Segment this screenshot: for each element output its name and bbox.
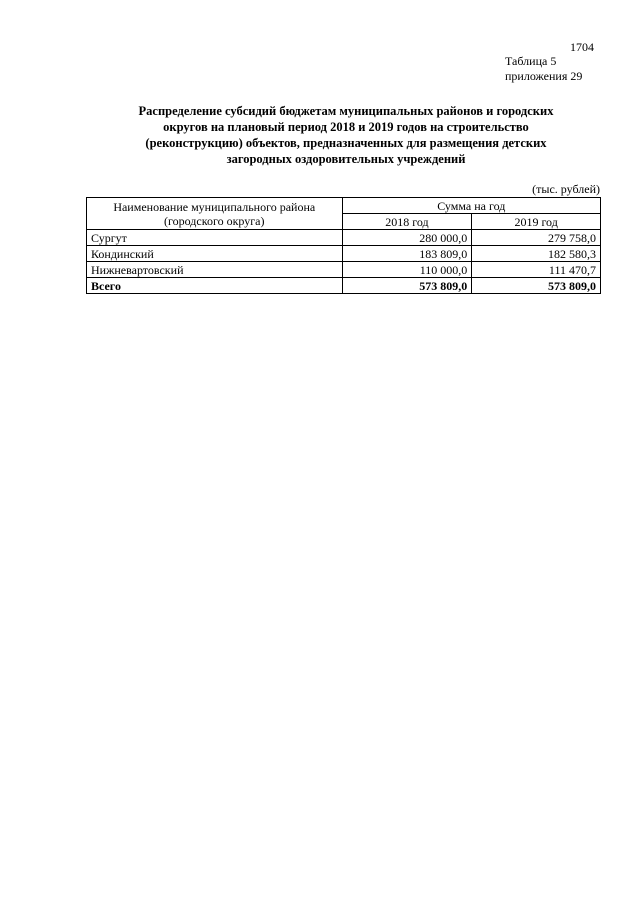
row-name: Нижневартовский <box>87 262 343 278</box>
title-line-4: загородных оздоровительных учреждений <box>226 152 466 166</box>
table-total-row <box>87 278 601 294</box>
row-value-2018: 280 000,0 <box>342 230 472 246</box>
row-value-2019: 182 580,3 <box>472 246 601 262</box>
row-value-2018: 183 809,0 <box>342 246 472 262</box>
table-row <box>87 246 601 262</box>
subsidy-table <box>86 197 601 294</box>
table-row <box>87 262 601 278</box>
table-header-row <box>87 198 601 214</box>
row-name: Кондинский <box>87 246 343 262</box>
header-municipality-line-1: Наименование муниципального района <box>113 200 316 214</box>
total-value-2019: 573 809,0 <box>472 278 601 294</box>
total-label: Всего <box>87 278 343 294</box>
row-value-2018: 110 000,0 <box>342 262 472 278</box>
header-sum-per-year: Сумма на год <box>342 198 600 214</box>
header-municipality <box>87 198 343 230</box>
units-label: (тыс. рублей) <box>532 182 600 196</box>
title-line-2: округов на плановый период 2018 и 2019 годов на строительство <box>163 120 529 134</box>
page-number: 1704 <box>570 40 594 54</box>
title-line-3: (реконструкцию) объектов, предназначенных для размещения детских <box>145 136 547 150</box>
row-value-2019: 279 758,0 <box>472 230 601 246</box>
row-name: Сургут <box>87 230 343 246</box>
table-reference-line: Таблица 5 <box>505 54 557 68</box>
header-year-2018: 2018 год <box>342 214 472 230</box>
table-row <box>87 230 601 246</box>
table-reference <box>505 54 582 84</box>
total-value-2018: 573 809,0 <box>342 278 472 294</box>
row-value-2019: 111 470,7 <box>472 262 601 278</box>
title-line-1: Распределение субсидий бюджетам муниципальных районов и городских <box>138 104 554 118</box>
header-year-2019: 2019 год <box>472 214 601 230</box>
appendix-reference-line: приложения 29 <box>505 69 583 83</box>
header-municipality-line-2: (городского округа) <box>164 214 265 228</box>
document-title <box>80 103 612 167</box>
